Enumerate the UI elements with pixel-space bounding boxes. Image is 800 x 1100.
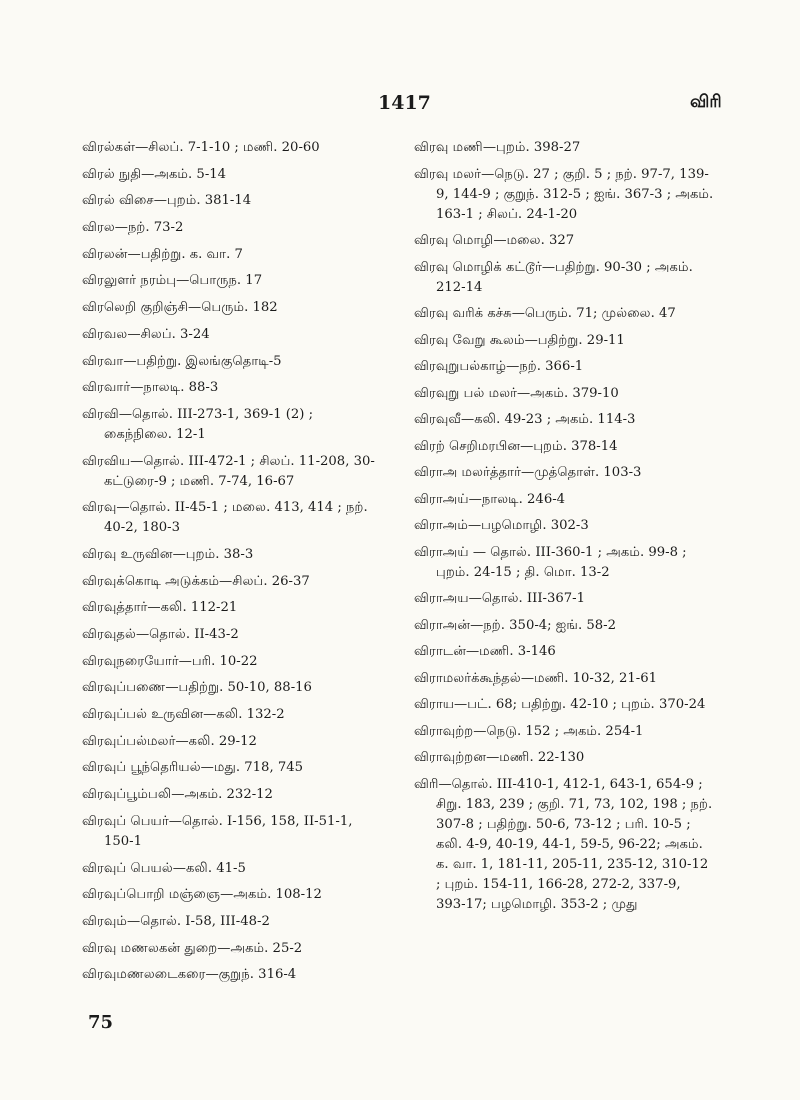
index-entry: விராஅம்—பழமொழி. 302-3 [414,518,589,533]
index-entry: விரி—தொல். III-410-1, 412-1, 643-1, 654-9 ; சிறு. 183, 239 ; குறி. 71, 73, 102, 198 ; நற். 307-8 ; பதிற்று. 50-6, 73-12 ; பரி. 10-5 ; கலி. 4-9, 40-19, 44-1, 59-5, 96-22; அகம். க. வா. 1, 181-11, 205-11, 235-12, 310-12 ; புறம். 154-11, 166-28, 272-2, 337-9, 393-17; பழமொழி. 353-2 ; முது [414,776,713,912]
index-entry: விரவு மணி—புறம். 398-27 [414,140,581,155]
right-column [414,138,714,921]
index-entry: விரவிய—தொல். III-472-1 ; சிலப். 11-208, 30-கட்டுரை-9 ; மணி. 7-74, 16-67 [82,453,375,489]
index-entry: விரவுதல்—தொல். II-43-2 [82,627,239,642]
index-entry: விரவும்—தொல். I-58, III-48-2 [82,913,270,929]
index-entry: விராஅய் — தொல். III-360-1 ; அகம். 99-8 ; புறம். 24-15 ; தி. மொ. 13-2 [414,544,687,580]
index-entry: விரல் நுதி—அகம். 5-14 [82,166,227,182]
index-entry: விரவுறுபல்காழ்—நற். 366-1 [414,359,584,374]
index-entry: விரல—நற். 73-2 [82,220,184,236]
index-entry: விரவுறு பல் மலர்—அகம். 379-10 [414,385,619,401]
index-entry: விராவுற்ற—நெடு. 152 ; அகம். 254-1 [414,723,644,739]
index-entry: விரவுக்கொடி அடுக்கம்—சிலப். 26-37 [82,573,310,589]
index-entry: விரவல—சிலப். 3-24 [82,326,210,342]
index-entry: விரவி—தொல். III-273-1, 369-1 (2) ; கைந்நிலை. 12-1 [82,406,314,442]
left-column [82,138,382,992]
running-head: விரி [690,92,722,112]
index-entry: விராஅய்—நாலடி. 246-4 [414,491,566,507]
index-entry: விரவு மணலகன் துறை—அகம். 25-2 [82,940,303,956]
index-entry: விரவுப்பூம்பலி—அகம். 232-12 [82,787,273,803]
page-number: 1417 [378,92,431,114]
index-entry: விரவுப்பல் உருவின—கலி. 132-2 [82,707,285,723]
index-entry: விரல்கள்—சிலப். 7-1-10 ; மணி. 20-60 [82,140,320,155]
footer-folio: 75 [88,1012,114,1033]
index-entry: விராஅய—தொல். III-367-1 [414,591,586,606]
index-entry: விராடன்—மணி. 3-146 [414,644,556,659]
index-entry: விரவுப் பெயல்—கலி. 41-5 [82,860,246,876]
index-entry: விராய—பட். 68; பதிற்று. 42-10 ; புறம். 370-24 [414,697,706,712]
index-entry: விரலெறி குறிஞ்சி—பெரும். 182 [82,300,278,316]
index-entry: விராவுற்றன—மணி. 22-130 [414,750,585,765]
index-entry: விரவுப் பெயர்—தொல். I-156, 158, II-51-1, 150-1 [82,813,353,849]
index-entry: விரவு உருவின—புறம். 38-3 [82,546,254,562]
index-entry: விரவுத்தார்—கலி. 112-21 [82,600,238,616]
index-entry: விரவுமணலடைகரை—குறுந். 316-4 [82,967,297,983]
index-entry: விராஅன்—நற். 350-4; ஐங். 58-2 [414,617,616,633]
index-entry: விரவுவீ—கலி. 49-23 ; அகம். 114-3 [414,412,636,427]
index-entry: விரவு மலர்—நெடு. 27 ; குறி. 5 ; நற். 97-7, 139-9, 144-9 ; குறுந். 312-5 ; ஐங். 367-3 ; அகம். 163-1 ; சிலப். 24-1-20 [414,166,714,222]
index-entry: விரற் செறிமரபின—புறம். 378-14 [414,438,618,454]
index-entry: விரவு மொழி—மலை. 327 [414,233,575,248]
index-entry: விரவுப்பல்மலர்—கலி. 29-12 [82,733,257,749]
index-entry: விரவுப் பூந்தெரியல்—மது. 718, 745 [82,760,304,776]
index-entry: விரவு—தொல். II-45-1 ; மலை. 413, 414 ; நற். 40-2, 180-3 [82,500,368,536]
index-entry: விராமலர்க்கூந்தல்—மணி. 10-32, 21-61 [414,670,658,686]
index-entry: விரவு வேறு கூலம்—பதிற்று. 29-11 [414,332,625,348]
index-entry: விரவு மொழிக் கட்டூர்—பதிற்று. 90-30 ; அகம். 212-14 [414,259,693,295]
index-entry: விரவுநரையோர்—பரி. 10-22 [82,653,258,669]
index-entry: விரவா—பதிற்று. இலங்குதொடி-5 [82,353,282,369]
index-entry: விரவுப்பணை—பதிற்று. 50-10, 88-16 [82,680,312,696]
index-entry: விராஅ மலர்த்தார்—முத்தொள். 103-3 [414,465,642,480]
index-entry: விரலன்—பதிற்று. க. வா. 7 [82,246,243,262]
index-entry: விரலுளர் நரம்பு—பொருந. 17 [82,273,263,289]
index-entry: விரவு வரிக் கச்சு—பெரும். 71; முல்லை. 47 [414,306,676,321]
index-entry: விரல் விசை—புறம். 381-14 [82,193,252,209]
index-entry: விரவுப்பொறி மஞ்ஞை—அகம். 108-12 [82,887,322,903]
index-entry: விரவார்—நாலடி. 88-3 [82,380,219,396]
